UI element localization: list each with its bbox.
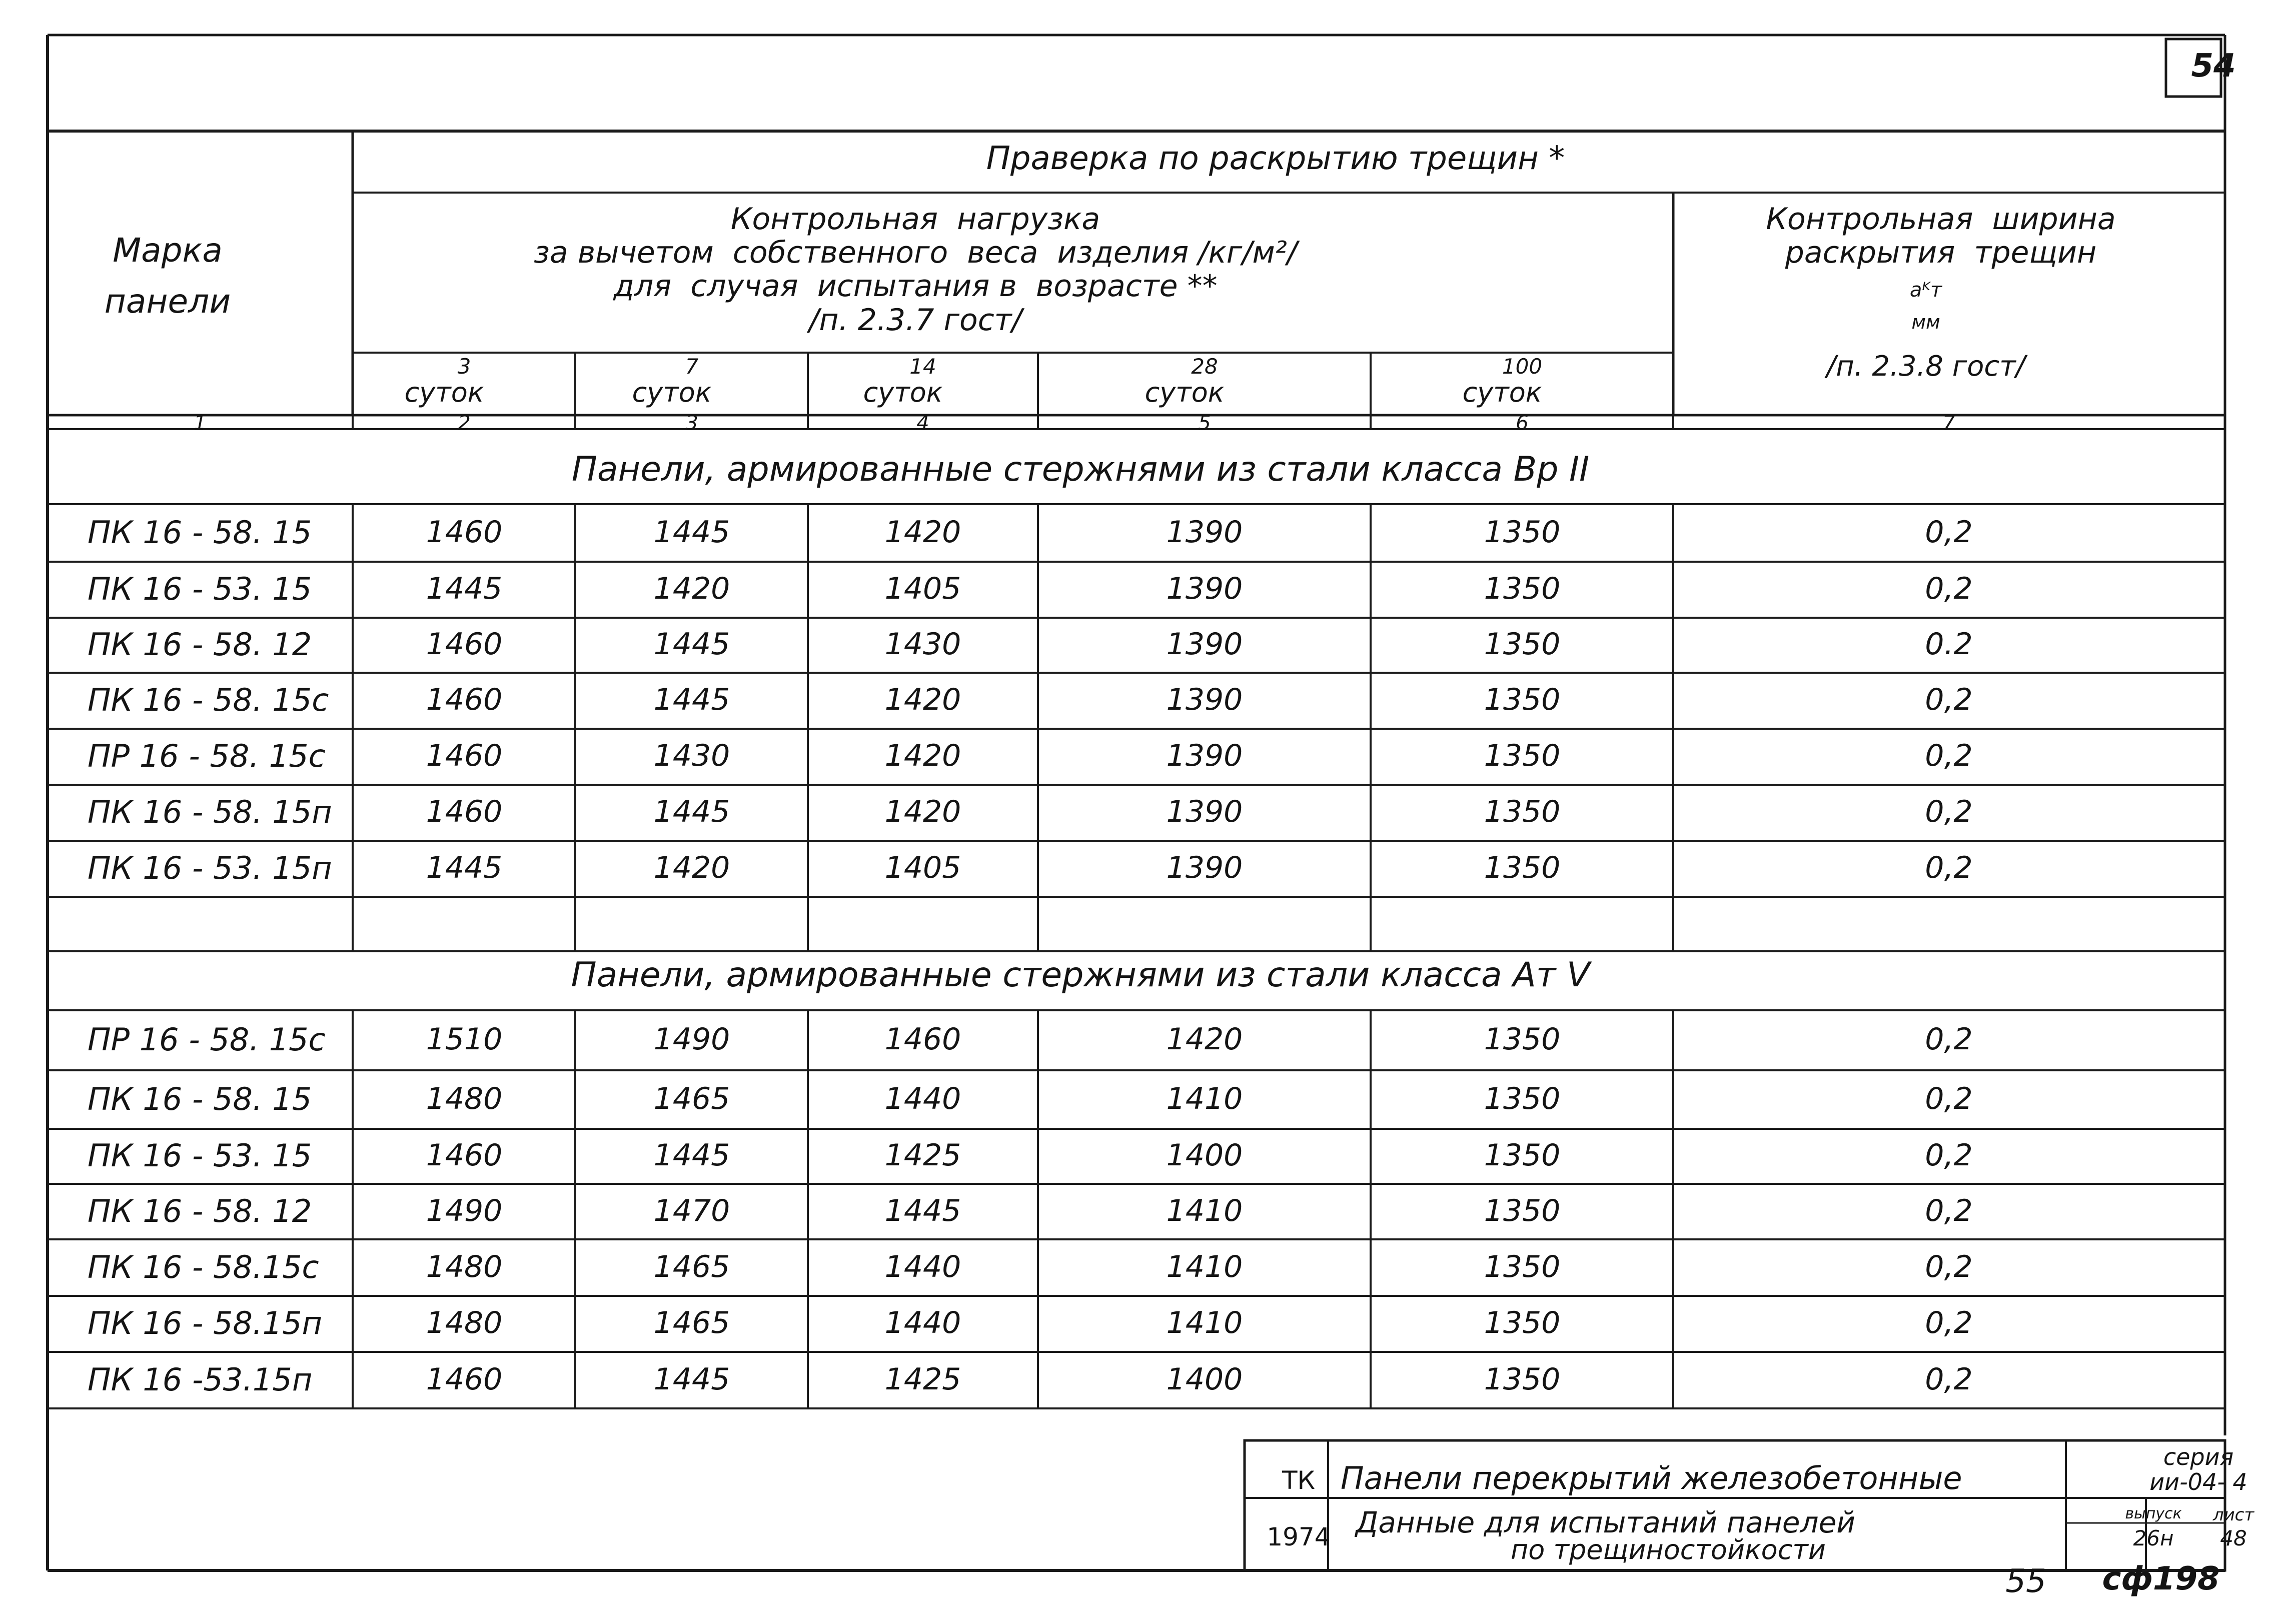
series-label: серия (2163, 1443, 2234, 1470)
table-cell: 0,2 (1925, 1081, 1973, 1116)
panel-mark-cell: ПК 16 - 58. 12 (88, 626, 312, 663)
table-cell: 1390 (1166, 850, 1243, 885)
table-cell: 1350 (1484, 850, 1561, 885)
check-title: Праверка по раскрытию трещин * (986, 140, 1565, 177)
table-cell: 1390 (1166, 738, 1243, 773)
table-cell: 1465 (653, 1305, 730, 1340)
section-title: Панели, армированные стержнями из стали класса Ат V (571, 955, 1590, 995)
table-cell: 1420 (653, 571, 730, 606)
age-column-unit: суток (404, 377, 484, 408)
table-cell: 1390 (1166, 515, 1243, 550)
table-cell: 1420 (884, 794, 961, 829)
table-cell: 1490 (426, 1193, 503, 1228)
table-cell: 1465 (653, 1081, 730, 1116)
table-cell: 1410 (1166, 1305, 1243, 1340)
table-cell: 1445 (653, 627, 730, 662)
title-block-title-line2: Данные для испытаний панелей (1356, 1505, 1855, 1539)
table-cell: 1510 (426, 1022, 503, 1057)
table-cell: 1350 (1484, 1362, 1561, 1397)
age-column-days: 7 (685, 354, 699, 379)
table-cell: 1350 (1484, 1305, 1561, 1340)
table-cell: 1460 (426, 794, 503, 829)
table-cell: 1350 (1484, 627, 1561, 662)
table-cell: 1350 (1484, 1022, 1561, 1057)
table-cell: 0,2 (1925, 738, 1973, 773)
table-cell: 1460 (426, 515, 503, 550)
panel-mark-cell: ПК 16 - 58. 15 (88, 1081, 312, 1117)
sheet-label: лист (2212, 1505, 2254, 1525)
column-number: 2 (458, 412, 471, 435)
table-cell: 1460 (426, 1362, 503, 1397)
table-cell: 1445 (653, 682, 730, 717)
column-number: 1 (194, 412, 207, 435)
panel-mark-cell: ПК 16 - 58.15с (88, 1249, 319, 1285)
table-cell: 1390 (1166, 571, 1243, 606)
crack-width-unit: мм (1911, 311, 1940, 333)
table-cell: 0,2 (1925, 1138, 1973, 1173)
table-cell: 1405 (884, 850, 961, 885)
table-cell: 1440 (884, 1081, 961, 1116)
panel-mark-cell: ПК 16 - 53. 15п (88, 850, 332, 886)
table-cell: 0,2 (1925, 794, 1973, 829)
sheet-number: 54 (2191, 48, 2236, 85)
table-cell: 1480 (426, 1305, 503, 1340)
age-column-unit: суток (1145, 377, 1225, 408)
table-cell: 1390 (1166, 682, 1243, 717)
table-cell: 1420 (884, 738, 961, 773)
page-number: 55 (2005, 1563, 2046, 1600)
table-cell: 1410 (1166, 1249, 1243, 1284)
table-cell: 1390 (1166, 627, 1243, 662)
table-cell: 0,2 (1925, 1249, 1973, 1284)
panel-mark-cell: ПК 16 - 58. 15п (88, 794, 332, 830)
crack-width-symbol: aᴷт (1909, 279, 1942, 302)
age-column-days: 14 (909, 354, 936, 379)
table-cell: 1460 (426, 738, 503, 773)
mark-column-header: Марка панели (104, 231, 231, 321)
table-cell: 0,2 (1925, 571, 1973, 606)
column-number: 3 (685, 412, 698, 435)
table-cell: 1420 (1166, 1022, 1243, 1057)
table-cell: 1445 (653, 515, 730, 550)
table-cell: 1350 (1484, 1193, 1561, 1228)
table-cell: 1350 (1484, 1081, 1561, 1116)
panel-mark-cell: ПР 16 - 58. 15с (88, 738, 326, 774)
age-column-unit: суток (632, 377, 712, 408)
table-cell: 1445 (884, 1193, 961, 1228)
title-block-title-line3: по трещиностойкости (1511, 1534, 1826, 1565)
panel-mark-cell: ПК 16 - 53. 15 (88, 1137, 312, 1174)
title-block-year: 1974 (1267, 1522, 1331, 1551)
table-cell: 1460 (884, 1022, 961, 1057)
crack-width-reference: /п. 2.3.8 гост/ (1826, 350, 2025, 383)
table-cell: 0,2 (1925, 1193, 1973, 1228)
issue-value: 26н (2133, 1526, 2174, 1550)
table-cell: 0,2 (1925, 850, 1973, 885)
table-cell: 1460 (426, 682, 503, 717)
table-cell: 1400 (1166, 1138, 1243, 1173)
age-column-unit: суток (863, 377, 943, 408)
table-cell: 1425 (884, 1362, 961, 1397)
panel-mark-cell: ПК 16 - 58. 15с (88, 682, 329, 718)
table-cell: 1350 (1484, 1249, 1561, 1284)
table-cell: 1445 (653, 794, 730, 829)
column-number: 7 (1942, 412, 1955, 435)
panel-mark-cell: ПК 16 -53.15п (88, 1361, 313, 1398)
table-cell: 1465 (653, 1249, 730, 1284)
panel-mark-cell: ПК 16 - 58. 12 (88, 1193, 312, 1229)
archive-stamp: сф198 (2102, 1560, 2220, 1597)
table-cell: 1400 (1166, 1362, 1243, 1397)
age-column-days: 28 (1191, 354, 1218, 379)
table-cell: 1350 (1484, 1138, 1561, 1173)
table-cell: 1410 (1166, 1193, 1243, 1228)
sheet-value: 48 (2220, 1526, 2247, 1550)
table-cell: 1390 (1166, 794, 1243, 829)
table-cell: 1445 (653, 1138, 730, 1173)
crack-width-header: Контрольная ширина раскрытия трещин (1766, 202, 2116, 271)
table-cell: 1425 (884, 1138, 961, 1173)
section-title: Панели, армированные стержнями из стали класса Вр II (571, 450, 1590, 489)
table-cell: 1480 (426, 1081, 503, 1116)
series-value: ии-04- 4 (2149, 1468, 2247, 1495)
table-cell: 1490 (653, 1022, 730, 1057)
table-cell: 1445 (653, 1362, 730, 1397)
panel-mark-cell: ПК 16 - 58. 15 (88, 514, 312, 551)
age-column-unit: суток (1462, 377, 1542, 408)
column-number: 4 (916, 412, 929, 435)
table-cell: 1350 (1484, 738, 1561, 773)
table-cell: 0,2 (1925, 1305, 1973, 1340)
table-cell: 0,2 (1925, 682, 1973, 717)
load-header: Контрольная нагрузка за вычетом собственного веса изделия /кг/м²/ для случая испытания в возрасте ** /п. 2.3.7 гост/ (533, 202, 1298, 338)
age-column-days: 100 (1502, 354, 1543, 379)
table-cell: 1350 (1484, 571, 1561, 606)
column-number: 6 (1516, 412, 1529, 435)
title-block-title-line1: Панели перекрытий железобетонные (1341, 1460, 1962, 1496)
table-cell: 1460 (426, 1138, 503, 1173)
table-cell: 1405 (884, 571, 961, 606)
table-cell: 1460 (426, 627, 503, 662)
table-cell: 1440 (884, 1305, 961, 1340)
title-block-tk: ТК (1282, 1466, 1316, 1495)
table-cell: 1410 (1166, 1081, 1243, 1116)
table-cell: 1350 (1484, 515, 1561, 550)
table-cell: 1480 (426, 1249, 503, 1284)
column-number: 5 (1198, 412, 1211, 435)
table-cell: 0.2 (1925, 627, 1973, 662)
table-cell: 1350 (1484, 682, 1561, 717)
table-cell: 0,2 (1925, 1022, 1973, 1057)
table-cell: 1440 (884, 1249, 961, 1284)
table-cell: 1430 (884, 627, 961, 662)
age-column-days: 3 (457, 354, 471, 379)
table-cell: 1445 (426, 571, 503, 606)
panel-mark-cell: ПК 16 - 53. 15 (88, 571, 312, 607)
table-cell: 1430 (653, 738, 730, 773)
table-cell: 1470 (653, 1193, 730, 1228)
panel-mark-cell: ПК 16 - 58.15п (88, 1305, 323, 1341)
table-cell: 1420 (884, 515, 961, 550)
table-cell: 0,2 (1925, 1362, 1973, 1397)
table-cell: 1420 (653, 850, 730, 885)
panel-mark-cell: ПР 16 - 58. 15с (88, 1021, 326, 1058)
table-cell: 1350 (1484, 794, 1561, 829)
table-cell: 0,2 (1925, 515, 1973, 550)
table-cell: 1445 (426, 850, 503, 885)
issue-label: выпуск (2125, 1505, 2182, 1522)
table-cell: 1420 (884, 682, 961, 717)
